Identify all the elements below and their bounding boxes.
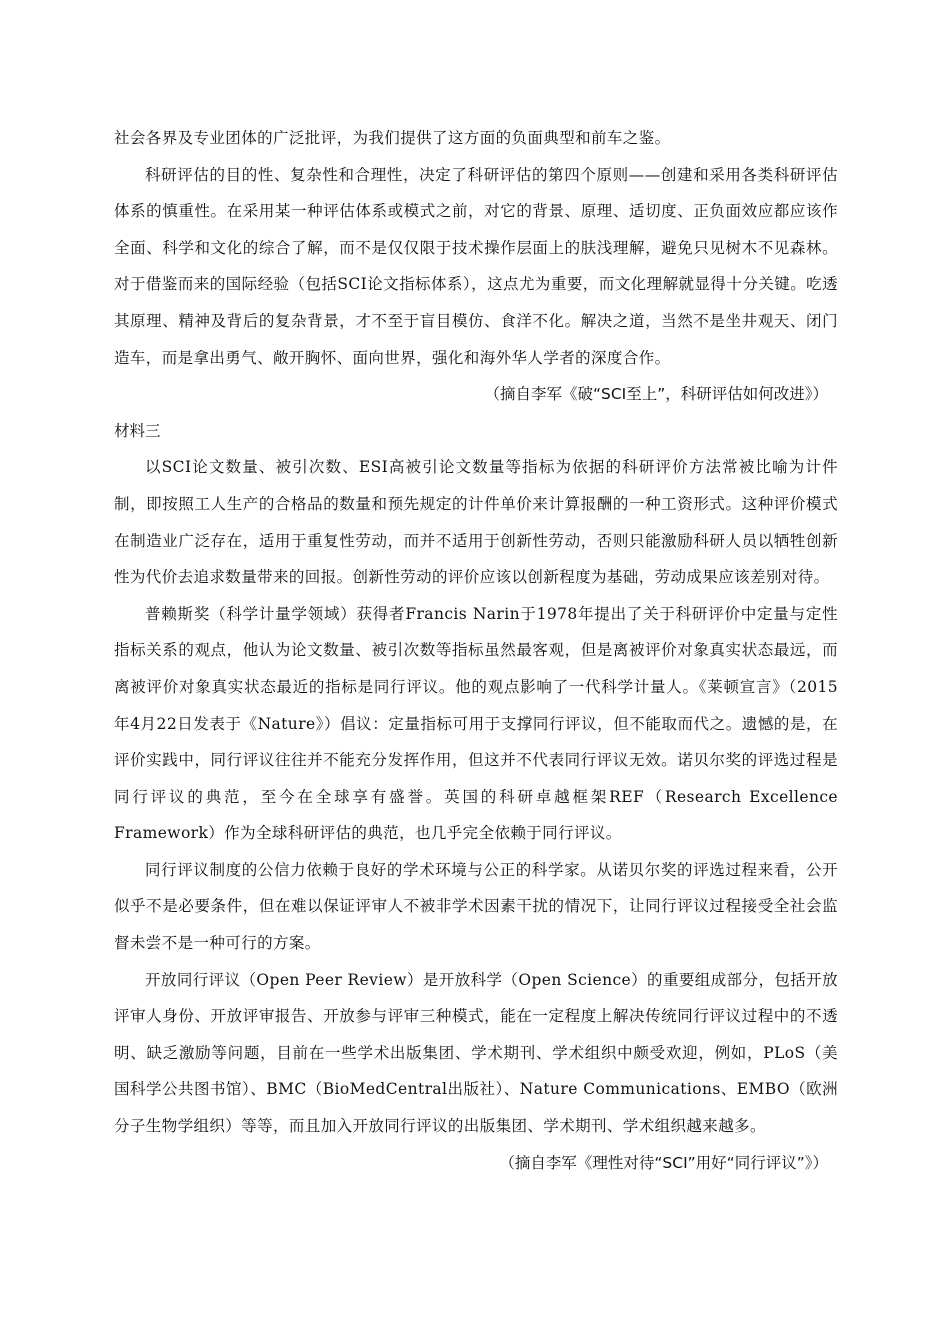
paragraph-fourth-principle: 科研评估的目的性、复杂性和合理性，决定了科研评估的第四个原则——创建和采用各类科研评估体系的慎重性。在采用某一种评估体系或模式之前，对它的背景、原理、适切度、正负面效应都应该作全面、科学和文化的综合了解，而不是仅仅限于技术操作层面上的肤浅理解，避免只见树木不见森林。对于借鉴而来的国际经验（包括SCI论文指标体系），这点尤为重要，而文化理解就显得十分关键。吃透其原理、精神及背后的复杂背景，才不至于盲目模仿、食洋不化。解决之道，当然不是坐井观天、闭门造车，而是拿出勇气、敞开胸怀、面向世界，强化和海外华人学者的深度合作。 [114,165,838,367]
material-three-heading: 材料三 [114,421,161,440]
source-citation-1: （摘自李军《破“SCI至上”，科研评估如何改进》） [484,385,828,404]
paragraph-credibility: 同行评议制度的公信力依赖于良好的学术环境与公正的科学家。从诺贝尔奖的评选过程来看，公开似乎不是必要条件，但在难以保证评审人不被非学术因素干扰的情况下，让同行评议过程接受全社会监督未尝不是一种可行的方案。 [114,860,838,953]
document-page [114,120,838,1181]
paragraph-continued: 社会各界及专业团体的广泛批评，为我们提供了这方面的负面典型和前车之鉴。 [114,129,671,147]
paragraph-piecework: 以SCI论文数量、被引次数、ESI高被引论文数量等指标为依据的科研评价方法常被比喻为计件制，即按照工人生产的合格品的数量和预先规定的计件单价来计算报酬的一种工资形式。这种评价模式在制造业广泛存在，适用于重复性劳动，而并不适用于创新性劳动，否则只能激励科研人员以牺牲创新性为代价去追求数量带来的回报。创新性劳动的评价应该以创新程度为基础，劳动成果应该差别对待。 [114,458,838,587]
paragraph-open-peer-review: 开放同行评议（Open Peer Review）是开放科学（Open Science）的重要组成部分，包括开放评审人身份、开放评审报告、开放参与评审三种模式，能在一定程度上解决传统同行评议过程中的不透明、缺乏激励等问题，目前在一些学术出版集团、学术期刊、学术组织中颇受欢迎，例如，PLoS（美国科学公共图书馆）、BMC（BioMedCentral出版社）、Nature Communications、EMBO（欧洲分子生物学组织）等等，而且加入开放同行评议的出版集团、学术期刊、学术组织越来越多。 [114,970,838,1136]
source-citation-2: （摘自李军《理性对待“SCI”用好“同行评议”》） [499,1153,828,1172]
paragraph-narin: 普赖斯奖（科学计量学领域）获得者Francis Narin于1978年提出了关于科研评价中定量与定性指标关系的观点，他认为论文数量、被引次数等指标虽然最客观，但是离被评价对象真实状态最远，而离被评价对象真实状态最近的指标是同行评议。他的观点影响了一代科学计量人。《莱顿宣言》（2015年4月22日发表于《Nature》）倡议：定量指标可用于支撑同行评议，但不能取而代之。遗憾的是，在评价实践中，同行评议往往并不能充分发挥作用，但这并不代表同行评议无效。诺贝尔奖的评选过程是同行评议的典范，至今在全球享有盛誉。英国的科研卓越框架REF（Research Excellence Framework）作为全球科研评估的典范，也几乎完全依赖于同行评议。 [114,604,838,843]
